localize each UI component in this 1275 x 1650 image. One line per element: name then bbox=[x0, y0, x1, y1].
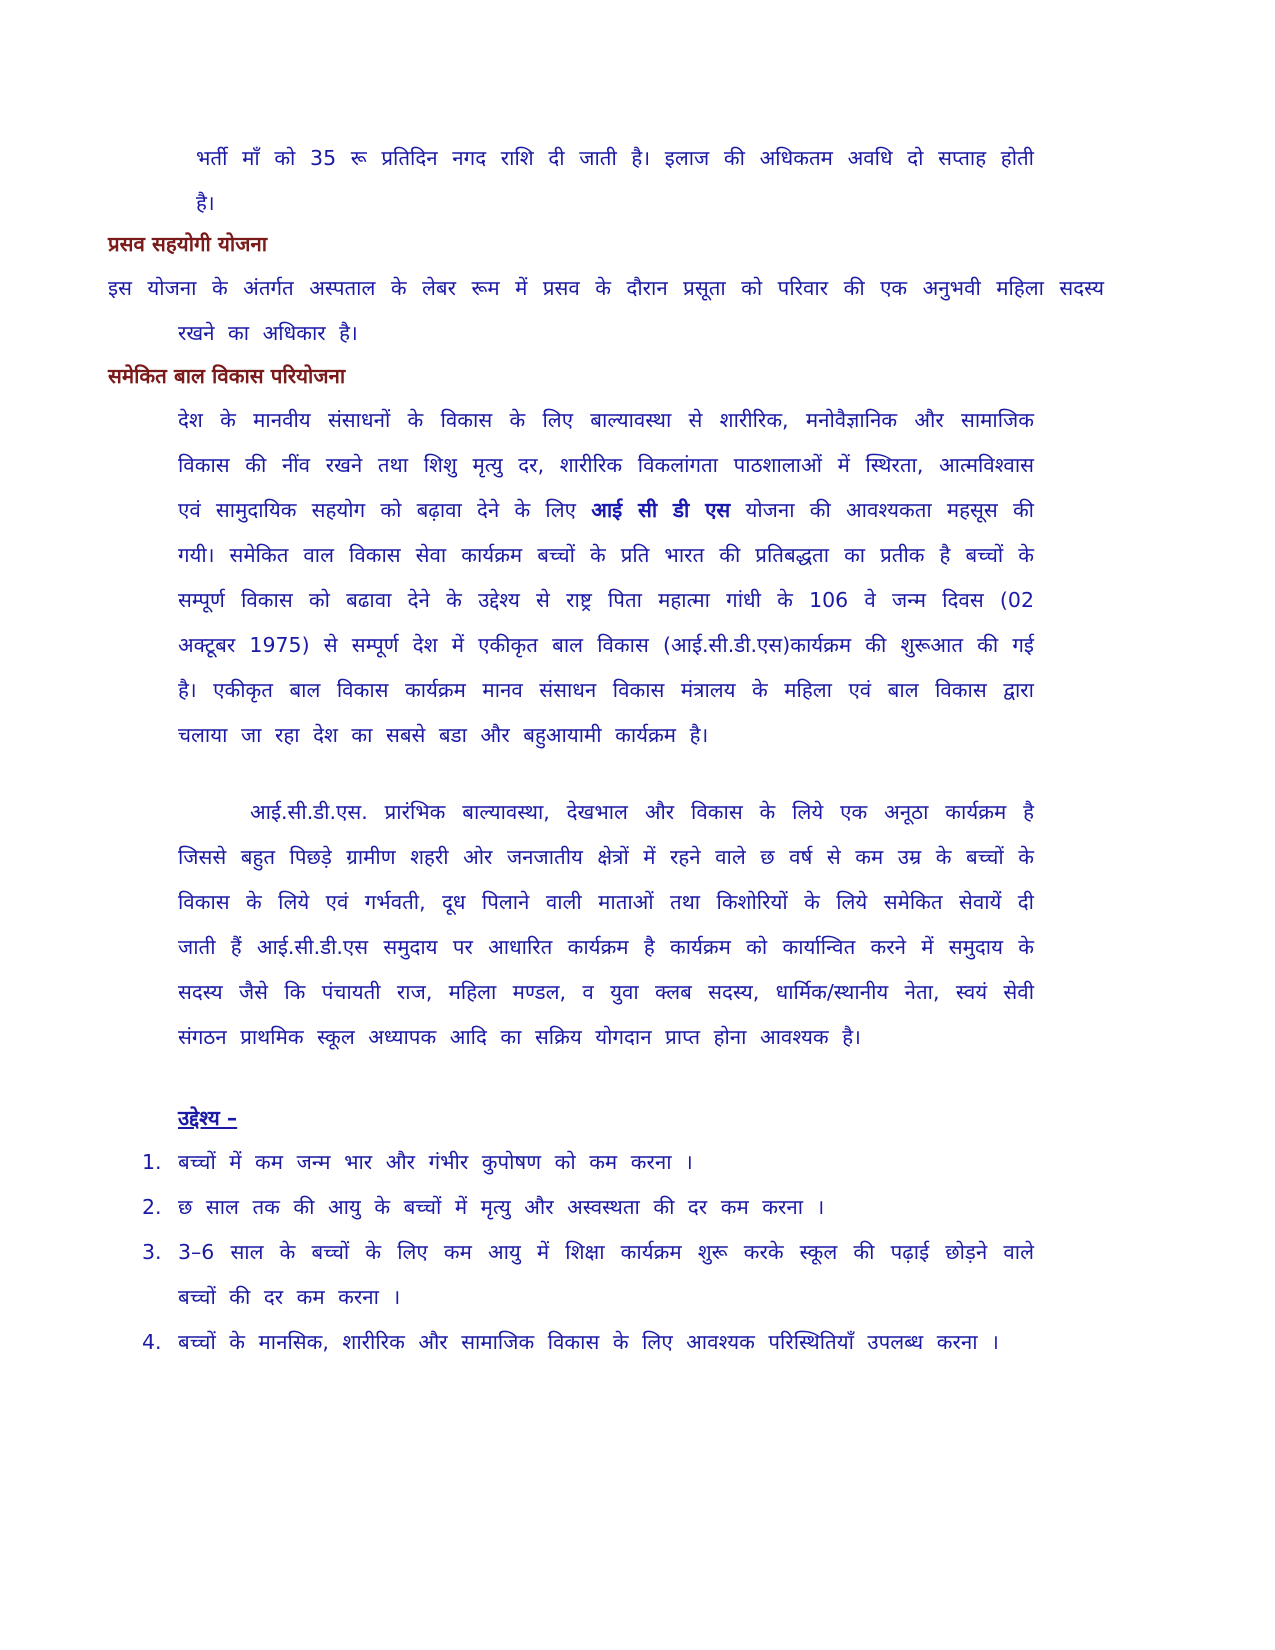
list-item-text: 3–6 साल के बच्चों के लिए कम आयु में शिक्षा कार्यक्रम शुरू करके स्कूल की पढ़ाई छोड़ने वाले बच्चों की दर कम करना । bbox=[178, 1240, 1034, 1309]
list-item-number: 1. bbox=[142, 1150, 162, 1174]
prasav-paragraph: इस योजना के अंतर्गत अस्पताल के लेबर रूम में प्रसव के दौरान प्रसूता को परिवार की एक अनुभवी महिला सदस्य रखने का अधिकार है। bbox=[108, 276, 1104, 345]
list-item bbox=[142, 1185, 1034, 1230]
list-item-text: बच्चों के मानसिक, शारीरिक और सामाजिक विकास के लिए आवश्यक परिस्थितियाँ उपलब्ध करना । bbox=[178, 1330, 999, 1354]
icds-para1-part1: देश के मानवीय संसाधनों के विकास के लिए बाल्यावस्था से शारीरिक, मनोवैज्ञानिक और सामाजिक विकास की नींव रखने तथा शिशु मृत्यु दर, शारीरिक विकलांगता पाठशालाओं में स्थिरता, आत्मविश्वास एवं सामुदायिक सहयोग को बढ़ावा देने के लिए bbox=[178, 408, 1034, 522]
icds-heading: समेकित बाल विकास परियोजना bbox=[108, 364, 346, 388]
icds-paragraph-1 bbox=[178, 398, 1034, 758]
list-item-text: छ साल तक की आयु के बच्चों में मृत्यु और अस्वस्थता की दर कम करना । bbox=[178, 1195, 825, 1219]
list-item-text: बच्चों में कम जन्म भार और गंभीर कुपोषण को कम करना । bbox=[178, 1150, 693, 1174]
icds-para1-part2: योजना की आवश्यकता महसूस की गयी। समेकित वाल विकास सेवा कार्यक्रम बच्चों के प्रति भारत की प्रतिबद्धता का प्रतीक है बच्चों के सम्पूर्ण विकास को बढावा देने के उद्देश्य से राष्ट्र पिता महात्मा गांधी के 106 वे जन्म दिवस (02 अक्टूबर 1975) से सम्पूर्ण देश में एकीकृत बाल विकास (आई.सी.डी.एस)कार्यक्रम की शुरूआत की गई है। एकीकृत बाल विकास कार्यक्रम मानव संसाधन विकास मंत्रालय के महिला एवं बाल विकास द्वारा चलाया जा रहा देश का सबसे बडा और बहुआयामी कार्यक्रम है। bbox=[178, 498, 1034, 747]
list-item bbox=[142, 1230, 1034, 1320]
list-item bbox=[142, 1320, 1034, 1365]
prasav-heading: प्रसव सहयोगी योजना bbox=[108, 232, 268, 256]
list-item bbox=[142, 1140, 1034, 1185]
icds-paragraph-2: आई.सी.डी.एस. प्रारंभिक बाल्यावस्था, देखभाल और विकास के लिये एक अनूठा कार्यक्रम है जिससे बहुत पिछड़े ग्रामीण शहरी ओर जनजातीय क्षेत्रों में रहने वाले छ वर्ष से कम उम्र के बच्चों के विकास के लिये एवं गर्भवती, दूध पिलाने वाली माताओं तथा किशोरियों के लिये समेकित सेवायें दी जाती हैं आई.सी.डी.एस समुदाय पर आधारित कार्यक्रम है कार्यक्रम को कार्यान्वित करने में समुदाय के सदस्य जैसे कि पंचायती राज, महिला मण्डल, व युवा क्लब सदस्य, धार्मिक/स्थानीय नेता, स्वयं सेवी संगठन प्राथमिक स्कूल अध्यापक आदि का सक्रिय योगदान प्राप्त होना आवश्यक है। bbox=[178, 800, 1034, 1049]
list-item-number: 4. bbox=[142, 1330, 162, 1354]
list-item-number: 2. bbox=[142, 1195, 162, 1219]
intro-paragraph: भर्ती माँ को 35 रू प्रतिदिन नगद राशि दी जाती है। इलाज की अधिकतम अवधि दो सप्ताह होती है। bbox=[196, 146, 1034, 215]
objectives-heading: उद्देश्य – bbox=[178, 1106, 238, 1130]
icds-para1-bold: आई सी डी एस bbox=[591, 498, 731, 522]
objectives-list bbox=[142, 1140, 1034, 1365]
list-item-number: 3. bbox=[142, 1240, 162, 1264]
